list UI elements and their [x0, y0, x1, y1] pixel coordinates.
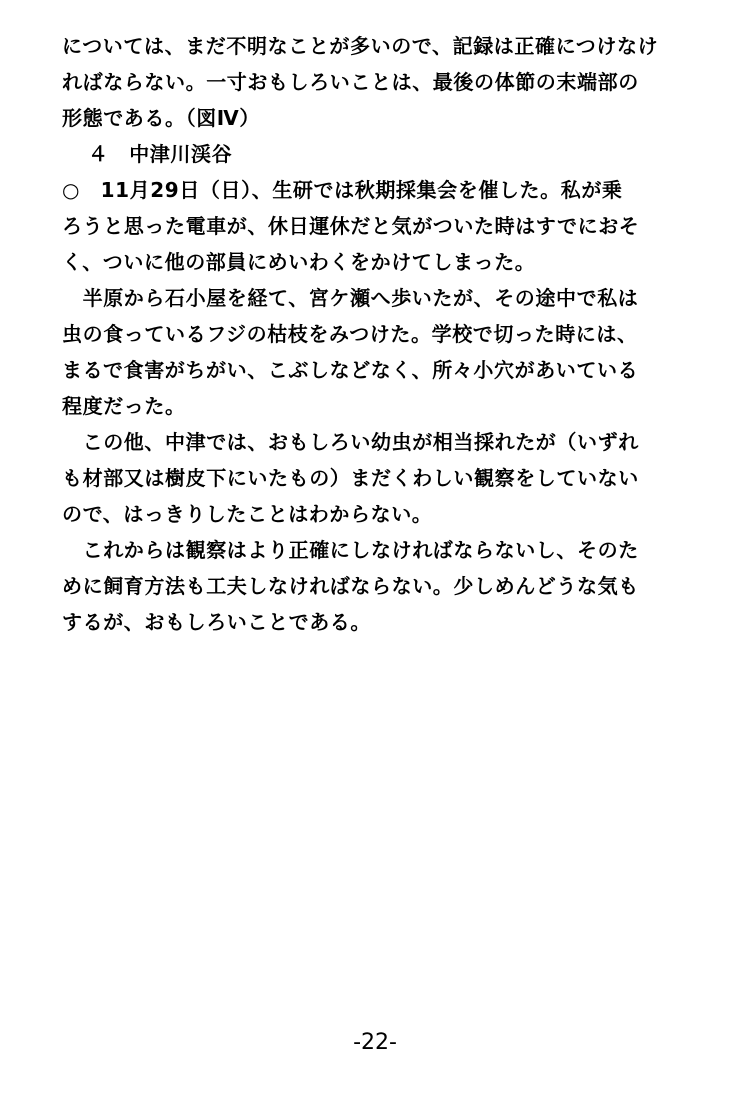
text-line: 程度だった。: [62, 394, 186, 418]
text-line: ろうと思った電車が、休日運休だと気がついた時はすでにおそ: [62, 214, 640, 238]
text-line: については、まだ不明なことが多いので、記録は正確につけなけ: [62, 34, 659, 58]
text-line: めに飼育方法も工夫しなければならない。少しめんどうな気も: [62, 574, 639, 598]
text-line: も材部又は樹皮下にいたもの）まだくわしい観察をしていない: [62, 466, 639, 490]
text-line: するが、おもしろいことである。: [62, 610, 371, 634]
text-line: く、ついに他の部員にめいわくをかけてしまった。: [62, 250, 536, 274]
text-line: ればならない。一寸おもしろいことは、最後の体節の末端部の: [62, 70, 639, 94]
text-line: ので、はっきりしたことはわからない。: [62, 502, 433, 526]
text-line: 半原から石小屋を経て、宮ケ瀬へ歩いたが、その途中で私は: [62, 286, 639, 310]
text-line: これからは観察はより正確にしなければならないし、そのた: [62, 538, 639, 562]
page-number: -22-: [353, 1030, 397, 1055]
text-line: 虫の食っているフジの枯枝をみつけた。学校で切った時には、: [62, 322, 638, 346]
text-line: まるで食害がちがい、こぶしなどなく、所々小穴があいている: [62, 358, 639, 382]
text-line: ○ 11月29日（日）、生研では秋期採集会を催した。私が乗: [62, 178, 623, 202]
text-line: この他、中津では、おもしろい幼虫が相当採れたが（いずれ: [62, 430, 639, 454]
body-text: [62, 28, 722, 640]
section-heading: ４ 中津川渓谷: [88, 142, 233, 166]
text-line: 形態である。（図Ⅳ）: [62, 106, 260, 130]
